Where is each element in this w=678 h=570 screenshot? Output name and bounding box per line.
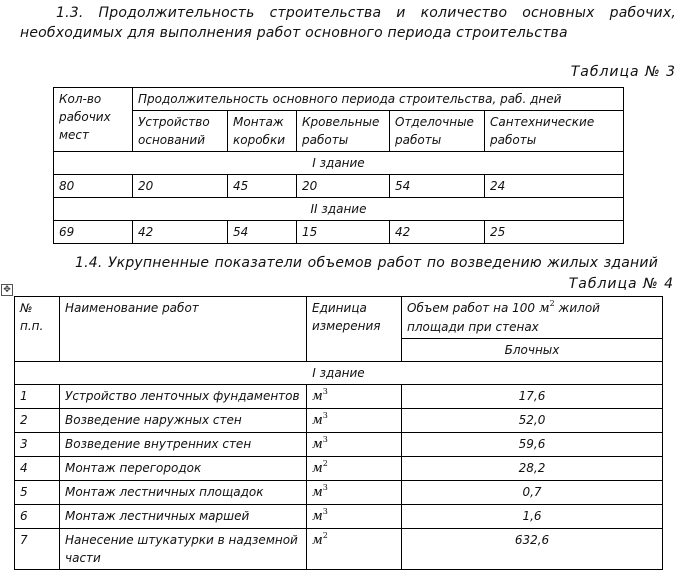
section-1-3-line-2: необходимых для выполнения работ основного периода строительства [20, 25, 568, 41]
table-row [15, 505, 663, 529]
header-work-name: Наименование работ [60, 297, 307, 362]
row-unit-value [312, 485, 328, 500]
header-workers: Кол-во рабочих мест [54, 88, 133, 152]
header-volume-unit: $м^2$ [538, 299, 555, 316]
row-volume: 59,6 [402, 433, 663, 457]
table-row [54, 175, 624, 198]
row-work-name: Монтаж лестничных маршей [60, 505, 307, 529]
table-move-handle-icon[interactable]: ✥ [1, 284, 13, 296]
table-row [15, 409, 663, 433]
table-row [15, 433, 663, 457]
table-4-body [15, 385, 663, 570]
row-work-name: Нанесение штукатурки в надземной части [60, 529, 307, 570]
header-col-frame: Монтаж коробки [228, 111, 297, 152]
table-3-caption: Таблица № 3 [570, 64, 676, 80]
row-volume: 28,2 [402, 457, 663, 481]
cell: 80 [54, 175, 133, 198]
row-unit-power: 3 [322, 387, 328, 396]
row-unit-power: 3 [322, 483, 328, 492]
header-num: № п.п. [15, 297, 60, 362]
group-row-building-1: I здание [15, 362, 663, 385]
row-volume: 1,6 [402, 505, 663, 529]
row-unit-letter: м [312, 533, 323, 548]
section-1-3-line-1: 1.3. Продолжительность строительства и количество основных рабочих, [56, 5, 676, 21]
header-unit: Единица измерения [307, 297, 402, 362]
header-duration-text: Продолжительность основного периода строительства, раб. дней [138, 92, 562, 106]
row-volume: 632,6 [402, 529, 663, 570]
row-unit-letter: м [312, 413, 323, 428]
row-work-name: Монтаж перегородок [60, 457, 307, 481]
row-volume: 52,0 [402, 409, 663, 433]
row-work-name: Устройство ленточных фундаментов [60, 385, 307, 409]
cell: 69 [54, 221, 133, 244]
row-number: 7 [15, 529, 60, 570]
header-col-plumbing: Сантехнические работы [485, 111, 624, 152]
row-unit [307, 505, 402, 529]
row-number: 6 [15, 505, 60, 529]
table-3 [53, 87, 624, 244]
row-unit-power: 2 [322, 531, 328, 540]
header-duration [133, 88, 624, 111]
row-work-name: Монтаж лестничных площадок [60, 481, 307, 505]
row-work-name: Возведение наружных стен [60, 409, 307, 433]
cell: 42 [390, 221, 485, 244]
cell: 20 [133, 175, 228, 198]
row-volume: 17,6 [402, 385, 663, 409]
row-number: 4 [15, 457, 60, 481]
header-volume-text-b: жилой площади при стенах [407, 301, 600, 334]
table-row [15, 457, 663, 481]
row-unit [307, 457, 402, 481]
row-unit-letter: м [312, 461, 323, 476]
row-unit-power: 3 [322, 411, 328, 420]
row-unit-letter: м [312, 437, 323, 452]
group-row-building-2: II здание [54, 198, 624, 221]
cell: 54 [390, 175, 485, 198]
header-col-roofing: Кровельные работы [297, 111, 390, 152]
row-unit-power: 2 [322, 459, 328, 468]
row-unit-value [312, 509, 328, 524]
table-row [15, 385, 663, 409]
header-volume-unit-letter: м [538, 301, 550, 316]
row-number: 1 [15, 385, 60, 409]
header-volume-text-a: Объем работ на 100 [407, 301, 536, 315]
row-unit-value [312, 533, 328, 548]
row-unit-value [312, 413, 328, 428]
cell: 24 [485, 175, 624, 198]
cell: 45 [228, 175, 297, 198]
row-unit-power: 3 [322, 435, 328, 444]
row-number: 5 [15, 481, 60, 505]
row-number: 3 [15, 433, 60, 457]
section-1-4-heading: 1.4. Укрупненные показатели объемов работ по возведению жилых зданий [75, 255, 658, 271]
cell: 25 [485, 221, 624, 244]
row-unit-value [312, 389, 328, 404]
cell: 20 [297, 175, 390, 198]
header-blocks: Блочных [402, 339, 663, 362]
header-col-foundations: Устройство оснований [133, 111, 228, 152]
table-row [15, 529, 663, 570]
table-row [15, 481, 663, 505]
row-unit-value [312, 461, 328, 476]
row-unit-value [312, 437, 328, 452]
header-volume [402, 297, 663, 339]
row-unit-power: 3 [322, 507, 328, 516]
table-row [54, 221, 624, 244]
row-unit [307, 433, 402, 457]
row-unit [307, 481, 402, 505]
row-number: 2 [15, 409, 60, 433]
row-unit [307, 385, 402, 409]
cell: 54 [228, 221, 297, 244]
row-unit-letter: м [312, 485, 323, 500]
row-work-name: Возведение внутренних стен [60, 433, 307, 457]
cell: 15 [297, 221, 390, 244]
row-unit [307, 529, 402, 570]
group-row-building-1: I здание [54, 152, 624, 175]
cell: 42 [133, 221, 228, 244]
section-1-3-heading [20, 3, 676, 43]
row-unit [307, 409, 402, 433]
row-unit-letter: м [312, 509, 323, 524]
row-volume: 0,7 [402, 481, 663, 505]
row-unit-letter: м [312, 389, 323, 404]
table-4 [14, 296, 663, 570]
table-4-caption: Таблица № 4 [568, 276, 674, 292]
header-col-finishing: Отделочные работы [390, 111, 485, 152]
